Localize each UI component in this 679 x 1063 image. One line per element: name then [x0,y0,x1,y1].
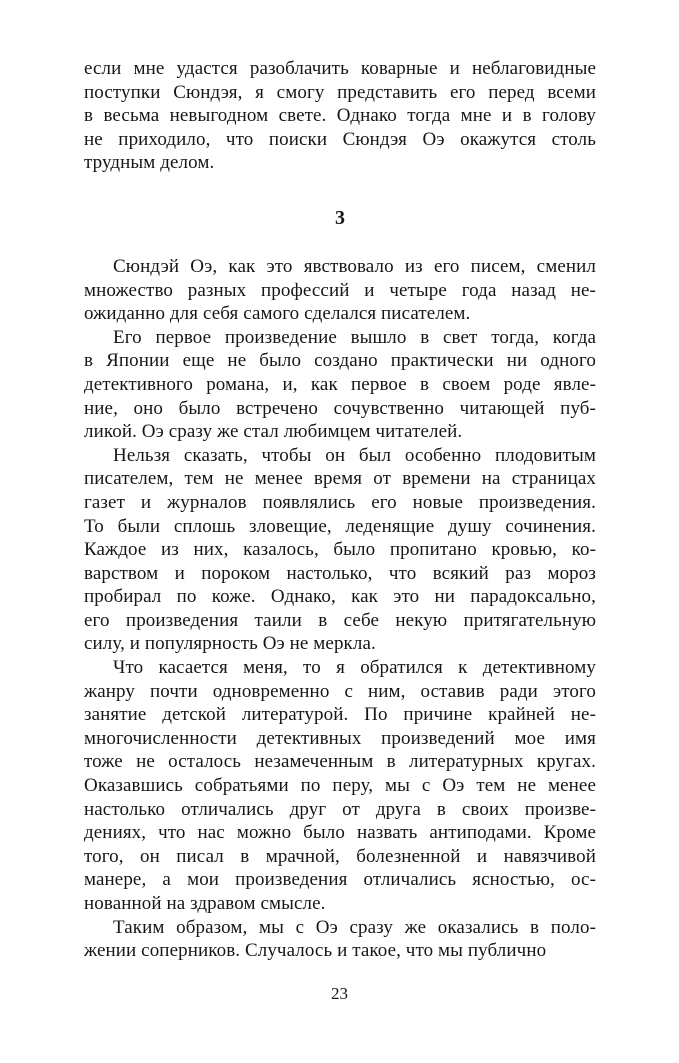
paragraph [84,444,596,656]
text-line: Нельзя сказать, чтобы он был особенно плодовитым [113,444,596,466]
text-column [84,57,596,963]
text-line: в весьма невыгодном свете. Однако тогда мне и в голову [84,105,596,127]
text-line: Каждое из них, казалось, было пропитано кровью, ко- [84,539,596,561]
text-line: ликой. Оэ сразу же стал любимцем читателей. [84,421,463,443]
text-line: трудным делом. [84,152,215,174]
text-line: писателем, тем не менее время от времени на страницах [84,468,596,490]
text-line: того, он писал в мрачной, болезненной и навязчивой [84,845,596,867]
page-number: 23 [331,984,348,1003]
paragraph [84,916,596,963]
text-line: детективного романа, и, как первое в своем роде явле- [84,373,596,395]
text-line: жении соперников. Случалось и такое, что мы публично [84,940,547,962]
text-line: поступки Сюндэя, я смогу представить его перед всеми [84,81,596,103]
paragraph [84,255,596,326]
text-line: манере, а мои произведения отличались ясностью, ос- [84,869,596,891]
text-line: настолько отличались друг от друга в своих произве- [84,798,596,820]
text-line: То были сплошь зловещие, леденящие душу сочинения. [84,515,596,537]
paragraph [84,656,596,916]
text-line: если мне удастся разоблачить коварные и неблаговидные [84,58,596,79]
text-line: варством и пороком настолько, что всякий раз мороз [84,562,596,584]
text-line: Оказавшись собратьями по перу, мы с Оэ тем не менее [84,775,596,797]
text-line: газет и журналов появлялись его новые произведения. [84,491,596,513]
text-line: ние, оно было встречено сочувственно читающей пуб- [84,397,596,419]
text-line: его произведения таили в себе некую притягательную [84,609,596,631]
text-line: множество разных профессий и четыре года назад не- [84,279,596,301]
text-line: дениях, что нас можно было назвать антиподами. Кроме [84,822,596,844]
text-line: силу, и популярность Оэ не меркла. [84,633,376,655]
text-line: не приходило, что поиски Сюндэя Оэ окажутся столь [84,128,596,150]
text-line: Что касается меня, то я обратился к детективному [113,657,596,679]
text-line: занятие детской литературой. По причине крайней не- [84,704,596,726]
text-line: жанру почти одновременно с ним, оставив ради этого [84,680,596,702]
text-line: в Японии еще не было создано практически ни одного [84,350,596,372]
text-line: Сюндэй Оэ, как это явствовало из его писем, сменил [113,255,596,277]
text-line: Его первое произведение вышло в свет тогда, когда [113,326,596,348]
text-line: многочисленности детективных произведений мое имя [84,727,596,749]
text-line: ожиданно для себя самого сделался писателем. [84,303,471,325]
paragraph [84,57,596,175]
text-line: тоже не осталось незамеченным в литературных кругах. [84,751,596,773]
text-line: пробирал по коже. Однако, как это ни парадоксально, [84,586,596,608]
chapter-heading: 3 [335,206,345,229]
text-line: Таким образом, мы с Оэ сразу же оказались в поло- [113,916,596,938]
paragraph [84,326,596,444]
text-line: нованной на здравом смысле. [84,893,326,914]
